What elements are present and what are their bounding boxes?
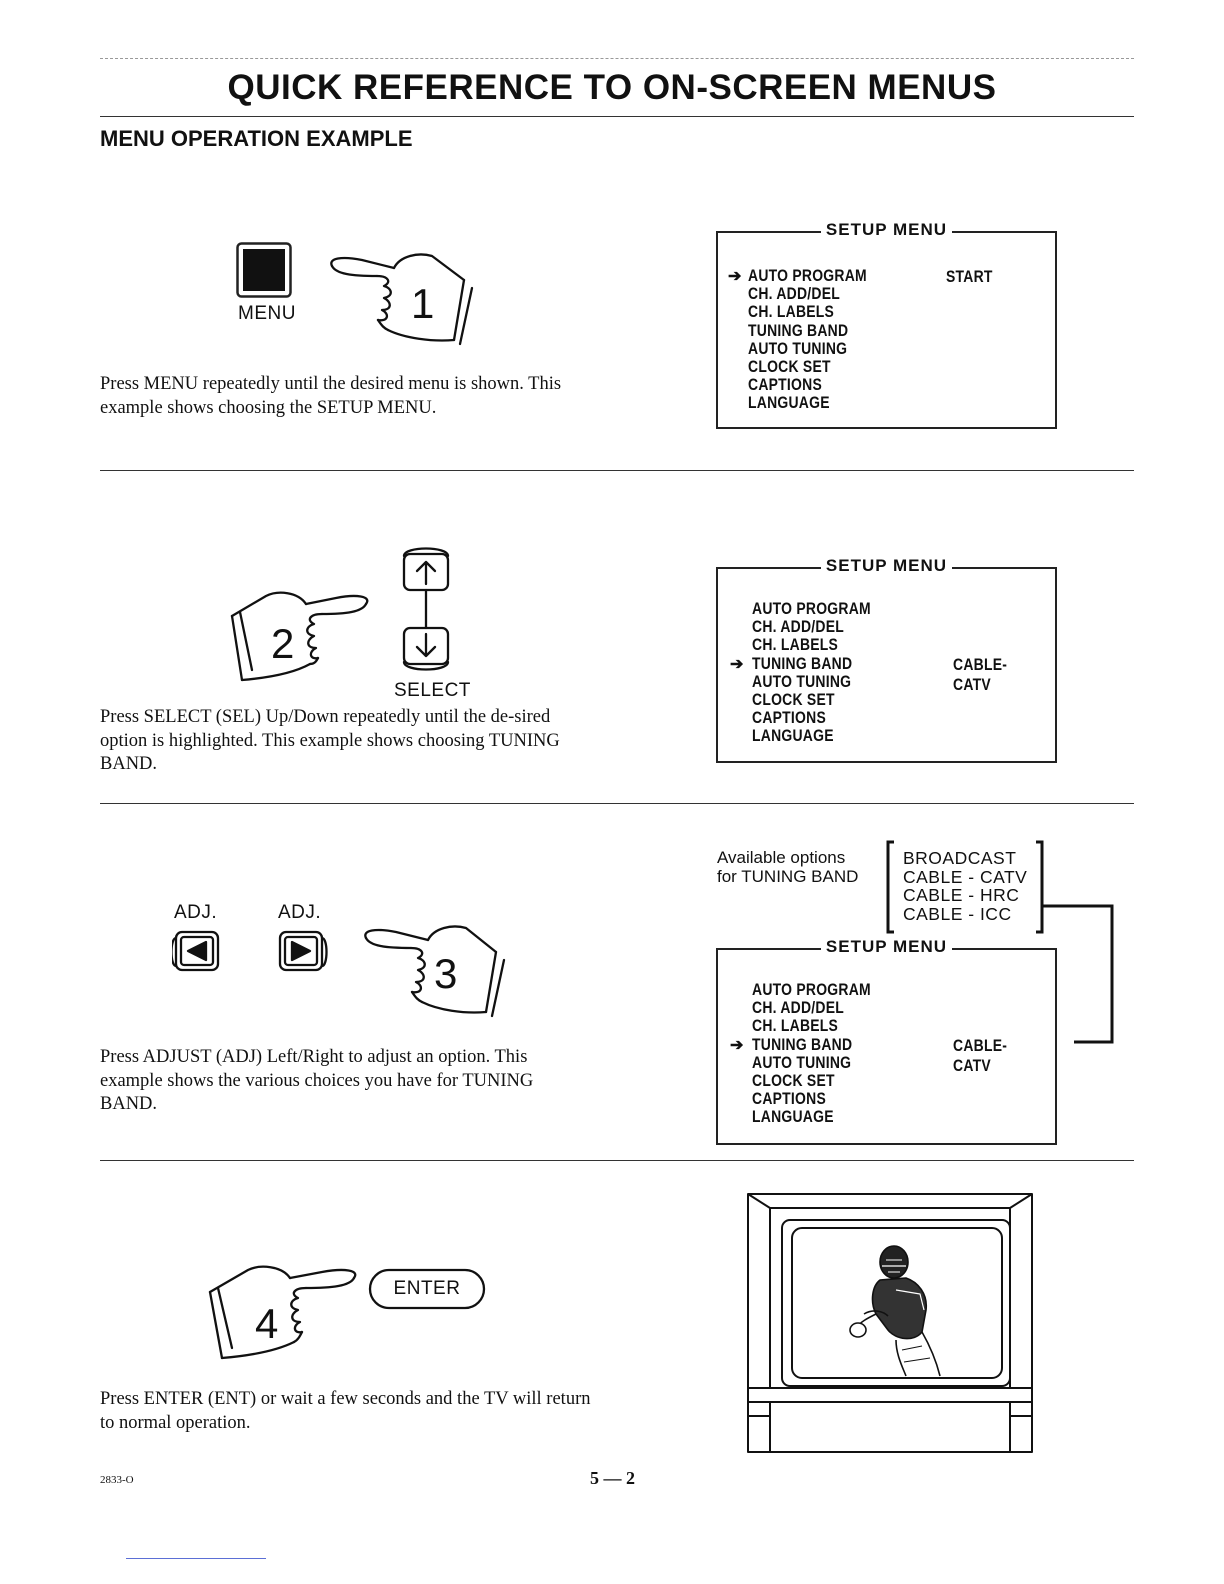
step-number-1: 1 xyxy=(411,280,435,327)
menu-item: CH. LABELS xyxy=(752,635,839,655)
menu-item: AUTO TUNING xyxy=(748,338,848,358)
options-label-line: for TUNING BAND xyxy=(717,866,859,886)
tv-illustration xyxy=(746,1190,1034,1458)
setup-menu-panel-3 xyxy=(716,937,1057,1145)
footer-rule xyxy=(126,1558,266,1559)
hand-pointer-icon xyxy=(226,586,376,686)
menu-button-label: MENU xyxy=(238,303,296,324)
option-item: CABLE - HRC xyxy=(903,885,1020,905)
menu-item: AUTO PROGRAM xyxy=(752,980,871,999)
setup-menu-panel-2 xyxy=(716,556,1057,763)
selection-arrow-icon: ➔ xyxy=(728,268,742,285)
menu-items-list xyxy=(752,600,871,746)
menu-item: LANGUAGE xyxy=(748,393,830,413)
available-options-label xyxy=(717,849,858,886)
menu-item: CLOCK SET xyxy=(752,1070,835,1090)
hand-pointer-icon xyxy=(322,248,482,348)
menu-item: CH. ADD/DEL xyxy=(752,617,845,637)
adj-left-label: ADJ. xyxy=(174,902,218,923)
selection-arrow-icon: ➔ xyxy=(730,656,744,673)
page-number: 5 — 2 xyxy=(590,1468,635,1488)
page-title: QUICK REFERENCE TO ON-SCREEN MENUS xyxy=(227,68,997,107)
section-divider xyxy=(100,803,1134,804)
menu-item: CLOCK SET xyxy=(748,356,831,376)
step-number-2: 2 xyxy=(271,620,295,667)
menu-item: AUTO TUNING xyxy=(752,1052,852,1072)
hand-pointer-icon xyxy=(204,1262,364,1362)
menu-item: CH. LABELS xyxy=(748,302,835,322)
menu-item: LANGUAGE xyxy=(752,1107,834,1127)
step4-description: Press ENTER (ENT) or wait a few seconds and the TV will return to normal operation. xyxy=(100,1389,591,1433)
menu-item: CAPTIONS xyxy=(752,708,827,728)
menu-item: CAPTIONS xyxy=(752,1089,827,1109)
selection-arrow-icon: ➔ xyxy=(730,1037,744,1054)
menu-item: CH. ADD/DEL xyxy=(752,998,845,1018)
setup-menu-title: SETUP MENU xyxy=(821,556,952,575)
options-list xyxy=(903,849,1027,923)
section-divider xyxy=(100,470,1134,471)
section-subtitle: MENU OPERATION EXAMPLE xyxy=(100,126,413,151)
section-divider xyxy=(100,1160,1134,1161)
title-rule xyxy=(100,116,1134,117)
menu-selected-value: CABLE-CATV xyxy=(953,1036,1008,1075)
option-item: BROADCAST xyxy=(903,848,1017,868)
adj-right-button-graphic xyxy=(276,928,328,974)
enter-button-label: ENTER xyxy=(393,1278,461,1299)
menu-item: AUTO PROGRAM xyxy=(748,266,867,285)
option-item: CABLE - CATV xyxy=(903,866,1028,887)
header-dotted-line xyxy=(100,58,1134,59)
setup-menu-title: SETUP MENU xyxy=(821,937,952,956)
setup-menu-panel-1 xyxy=(716,220,1057,429)
step2-description: Press SELECT (SEL) Up/Down repeatedly until the de-sired option is highlighted. This example shows choosing TUNING BAND. xyxy=(100,707,560,774)
menu-item: CH. LABELS xyxy=(752,1016,839,1036)
adj-left-button-graphic xyxy=(172,928,224,974)
menu-selected-value: START xyxy=(946,267,993,286)
select-button-label: SELECT xyxy=(394,680,471,701)
step3-description: Press ADJUST (ADJ) Left/Right to adjust an option. This example shows the various choices you have for TUNING BAND. xyxy=(100,1047,534,1114)
menu-item: TUNING BAND xyxy=(748,320,849,340)
menu-item: LANGUAGE xyxy=(752,726,834,746)
options-label-line: Available options xyxy=(717,848,846,867)
menu-item: CH. ADD/DEL xyxy=(748,284,841,304)
menu-item: AUTO TUNING xyxy=(752,671,852,691)
menu-item: TUNING BAND xyxy=(752,653,853,673)
menu-item: TUNING BAND xyxy=(752,1034,853,1054)
menu-selected-value: CABLE-CATV xyxy=(953,655,1008,694)
menu-item: AUTO PROGRAM xyxy=(752,599,871,618)
setup-menu-title: SETUP MENU xyxy=(821,220,952,239)
menu-item: CAPTIONS xyxy=(748,375,823,395)
menu-items-list xyxy=(748,267,867,413)
adj-right-label: ADJ. xyxy=(278,902,322,923)
menu-button-graphic xyxy=(236,242,292,298)
step-number-3: 3 xyxy=(434,950,458,997)
option-item: CABLE - ICC xyxy=(903,903,1012,924)
select-button-graphic xyxy=(398,544,454,674)
document-code: 2833-O xyxy=(100,1474,134,1486)
step1-description: Press MENU repeatedly until the desired menu is shown. This example shows choosing the SETUP MENU. xyxy=(100,374,562,418)
step-number-4: 4 xyxy=(255,1300,279,1347)
menu-items-list xyxy=(752,981,871,1127)
menu-item: CLOCK SET xyxy=(752,689,835,709)
